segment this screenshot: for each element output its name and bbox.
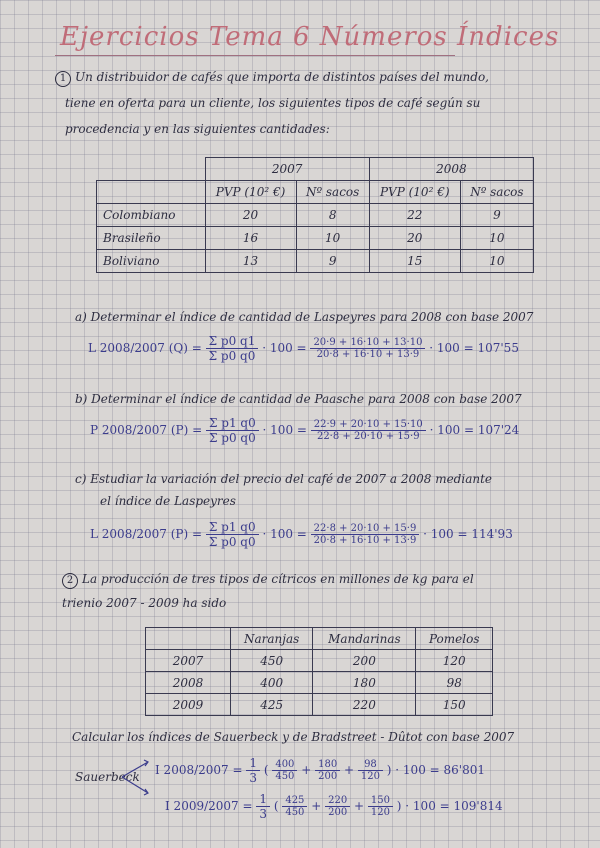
col-sacos-2008: Nº sacos (460, 181, 533, 204)
col-sacos-2007: Nº sacos (296, 181, 369, 204)
ex1-part-c-formula: L 2008/2007 (P) = $\frac{\text{Σ p1 q0}}{\text{Σ p0 q0}}$ · 100 = $\frac{22\cdot 8 + 20\cdot 10 + 15\cdot 9}{20\cdot 8 + 16\cdot 10 + 13\cdot 9}$ · 100 = 114'93 (90, 520, 513, 549)
ex1-intro-line1: 1 Un distribuidor de cafés que importa de distintos países del mundo, (55, 70, 489, 87)
ex1-part-c-label1: c) Estudiar la variación del precio del café de 2007 a 2008 mediante (75, 472, 493, 486)
ex1-part-c-label2: el índice de Laspeyres (100, 494, 236, 508)
ex2-intro-line1: 2 La producción de tres tipos de cítricos en millones de kg para el (62, 572, 474, 589)
table-row: 2007 450 200 120 (146, 650, 493, 672)
ex1-intro-line2: tiene en oferta para un cliente, los siguientes tipos de café según su (65, 96, 481, 110)
col-naranjas: Naranjas (231, 628, 313, 650)
table-row: 2008 400 180 98 (146, 672, 493, 694)
table-row: Boliviano 13 9 15 10 (97, 250, 534, 273)
sauerbeck-label: Sauerbeck (75, 770, 140, 784)
ex2-calc-label: Calcular los índices de Sauerbeck y de Bradstreet - Dûtot con base 2007 (72, 730, 515, 744)
year-2007-header: 2007 (205, 158, 369, 181)
ex1-intro-line3: procedencia y en las siguientes cantidades: (65, 122, 330, 136)
table-row: Brasileño 16 10 20 10 (97, 227, 534, 250)
year-2008-header: 2008 (369, 158, 533, 181)
ex2-number: 2 (62, 573, 78, 589)
col-pvp-2007: PVP (10² €) (205, 181, 296, 204)
ex1-part-b-formula: P 2008/2007 (P) = $\frac{\text{Σ p1 q0}}{\text{Σ p0 q0}}$ · 100 = $\frac{22\cdot 9 + 20\cdot 10 + 15\cdot 10}{22\cdot 8 + 20\cdot 10 + 15\cdot 9}$ · 100 = 107'24 (90, 416, 520, 445)
citrus-table (145, 627, 493, 716)
sauerbeck-2009-formula: I 2009/2007 = $\frac{1}{3}$ ( $\frac{425}{450}$ + $\frac{220}{200}$ + $\frac{150}{120}$ ) · 100 = 109'814 (165, 792, 503, 821)
coffee-table (96, 157, 534, 273)
ex1-part-a-formula: L 2008/2007 (Q) = $\frac{\text{Σ p0 q1}}{\text{Σ p0 q0}}$ · 100 = $\frac{20\cdot 9 + 16\cdot 10 + 13\cdot 10}{20\cdot 8 + 16\cdot 10 + 13\cdot 9}$ · 100 = 107'55 (88, 334, 519, 363)
page-title: Ejercicios Tema 6 Números Índices (60, 22, 560, 52)
ex1-part-b-label: b) Determinar el índice de cantidad de Paasche para 2008 con base 2007 (75, 392, 522, 406)
col-pvp-2008: PVP (10² €) (369, 181, 460, 204)
title-underline (55, 55, 455, 56)
table-row: 2009 425 220 150 (146, 694, 493, 716)
ex2-intro-line2: trienio 2007 - 2009 ha sido (62, 596, 227, 610)
ex1-part-a-label: a) Determinar el índice de cantidad de Laspeyres para 2008 con base 2007 (75, 310, 534, 324)
ex1-number: 1 (55, 71, 71, 87)
col-mandarinas: Mandarinas (313, 628, 416, 650)
col-pomelos: Pomelos (416, 628, 493, 650)
table-row: Colombiano 20 8 22 9 (97, 204, 534, 227)
sauerbeck-2008-formula: I 2008/2007 = $\frac{1}{3}$ ( $\frac{400}{450}$ + $\frac{180}{200}$ + $\frac{98}{120}$ ) · 100 = 86'801 (155, 756, 485, 785)
bracket-arrows-icon (120, 757, 150, 797)
